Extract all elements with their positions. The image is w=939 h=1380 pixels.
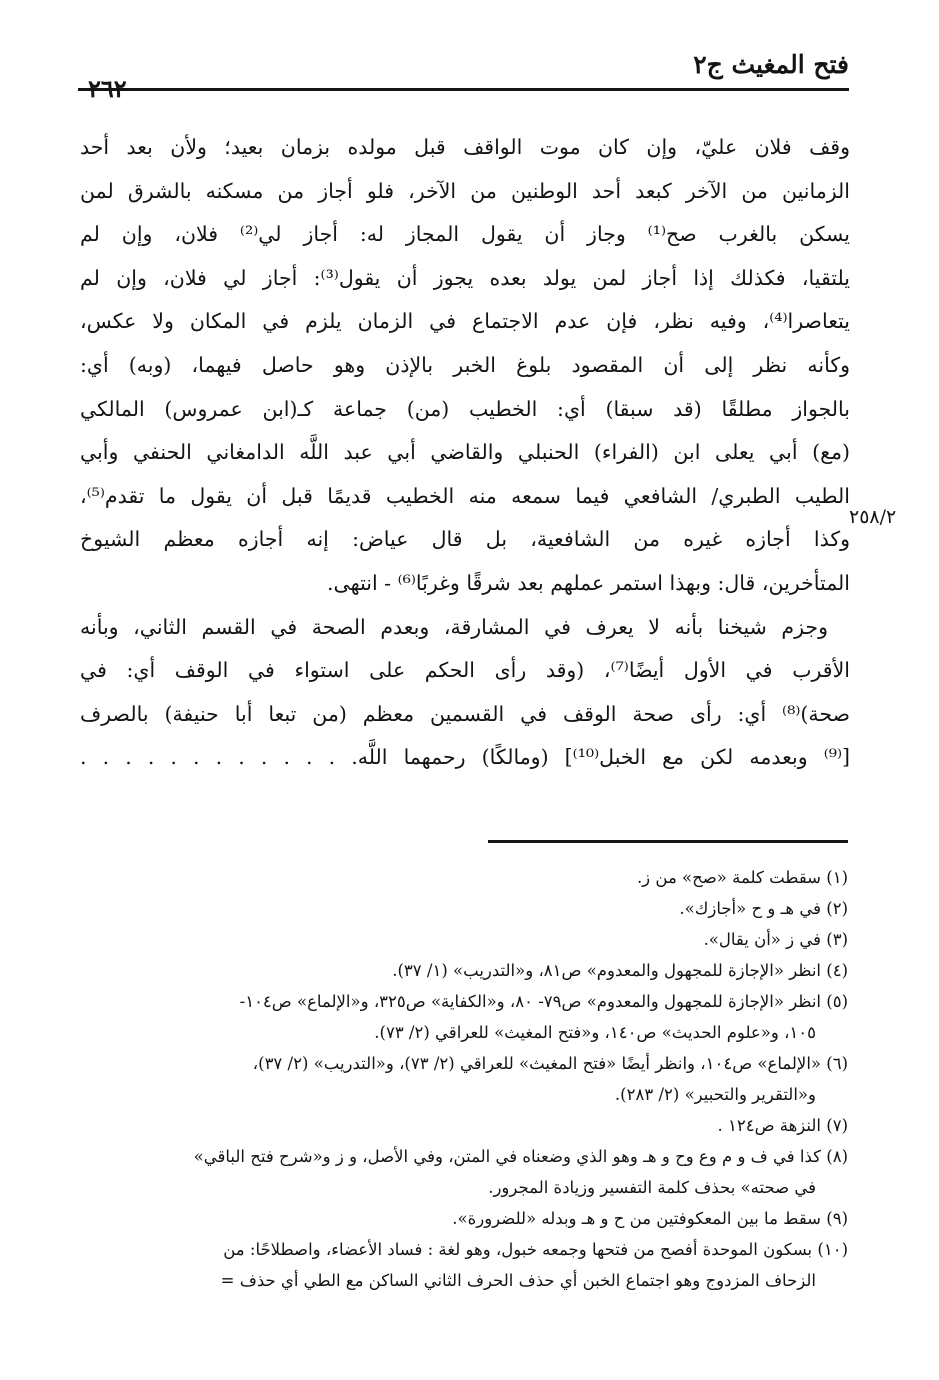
- footnote: (٦) «الإلماع» ص١٠٤، وانظر أيضًا «فتح المغيث» للعراقي (٢/ ٧٣)، و«التدريب» (٢/ ٣٧)،: [252, 1054, 848, 1073]
- body-line: يسكن بالغرب صح⁽¹⁾ وجاز أن يقول المجاز له: أجاز لي⁽²⁾ فلان، وإن لم: [80, 222, 851, 247]
- footnote: (٣) في ز «أن يقال».: [703, 930, 848, 949]
- footnote-continuation: في صحته» بحذف كلمة التفسير وزيادة المجرور.: [488, 1178, 816, 1197]
- body-line: وجزم شيخنا بأنه لا يعرف في المشارقة، وبعدم الصحة في القسم الثاني، وبأنه: [80, 614, 828, 639]
- footnote: (٨) كذا في ف و م وع وح و هـ وهو الذي وضعناه في المتن، وفي الأصل، و ز و«شرح فتح الباقي»: [193, 1147, 848, 1166]
- margin-page-reference: ٢٥٨/٢: [849, 506, 897, 528]
- running-header: [78, 46, 849, 103]
- body-line: بالجواز مطلقًا (قد سبقا) أي: الخطيب (من) جماعة كـ(ابن عمروس) المالكي: [80, 396, 850, 421]
- page-number: ٢٦٢: [88, 74, 127, 103]
- footnote-rule: [488, 840, 848, 843]
- body-line: وكذا أجازه غيره من الشافعية، بل قال عياض: إنه أجازه معظم الشيوخ: [80, 527, 850, 552]
- footnote-continuation: و«التقرير والتحبير» (٢/ ٢٨٣).: [614, 1085, 816, 1104]
- footnote-continuation: ١٠٥، و«علوم الحديث» ص١٤٠، و«فتح المغيث» للعراقي (٢/ ٧٣).: [374, 1023, 816, 1042]
- footnote: (٩) سقط ما بين المعكوفتين من ح و هـ وبدله «للضرورة».: [452, 1209, 848, 1228]
- footnote-continuation: الزحاف المزدوج وهو اجتماع الخبن أي حذف الحرف الثاني الساكن مع الطي أي حذف =: [220, 1271, 816, 1290]
- body-line: [⁽⁹⁾ وبعدمه لكن مع الخبل⁽¹⁰⁾] (ومالكًا) رحمهما اللَّه. . . . . . . . . . . . .: [80, 745, 851, 770]
- body-line: الطيب الطبري/ الشافعي فيما سمعه منه الخطيب قديمًا قبل أن يقول ما تقدم⁽⁵⁾،: [80, 483, 850, 508]
- body-line: وكأنه نظر إلى أن المقصود بلوغ الخبر بالإذن وهو حاصل فيهما، (وبه) أي:: [80, 352, 850, 377]
- footnotes: [80, 862, 848, 1296]
- book-title: فتح المغيث ج٢: [693, 50, 849, 79]
- footnote: (١) سقطت كلمة «صح» من ز.: [636, 868, 848, 887]
- body-line: (مع) أبي يعلى ابن (الفراء) الحنبلي والقاضي أبي عبد اللَّه الدامغاني الحنفي وأبي: [80, 440, 850, 465]
- header-rule: [78, 88, 849, 91]
- body-line: وقف فلان عليّ، وإن كان موت الواقف قبل مولده بزمان بعيد؛ ولأن بعد أحد: [80, 135, 850, 159]
- body-line: الأقرب في الأول أيضًا⁽⁷⁾، (وقد رأى الحكم على استواء في الوقف أي: في: [80, 658, 850, 683]
- body-line: صحة)⁽⁸⁾ أي: رأى صحة الوقف في القسمين معظم (من تبعا أبا حنيفة) بالصرف: [80, 701, 850, 726]
- body-line: يلتقيا، فكذلك إذا أجاز لمن يولد بعده يجوز أن يقول⁽³⁾: أجاز لي فلان، وإن لم: [80, 265, 850, 290]
- footnote: (٢) في هـ و ح «أجازك».: [679, 899, 848, 918]
- footnote: (٥) انظر «الإجازة للمجهول والمعدوم» ص٧٩- ٨٠، و«الكفاية» ص٣٢٥، و«الإلماع» ص١٠٤-: [239, 992, 848, 1011]
- footnote: (١٠) بسكون الموحدة أفصح من فتحها وجمعه خبول، وهو لغة : فساد الأعضاء، واصطلاحًا: من: [223, 1240, 848, 1259]
- body-line: الزمانين من الآخر كبعد أحد الوطنين من الآخر، فلو أجاز من مسكنه بالشرق لمن: [80, 178, 850, 203]
- body-line: المتأخرين، قال: وبهذا استمر عملهم بعد شرقًا وغربًا⁽⁶⁾ - انتهى.: [327, 570, 850, 595]
- body-line: يتعاصرا⁽⁴⁾، وفيه نظر، فإن عدم الاجتماع في الزمان يلزم في المكان ولا عكس،: [80, 309, 850, 334]
- footnote: (٧) النزهة ص١٢٤ .: [717, 1116, 848, 1135]
- main-text: [80, 126, 850, 780]
- footnote: (٤) انظر «الإجازة للمجهول والمعدوم» ص٨١، و«التدريب» (١/ ٣٧).: [392, 961, 848, 980]
